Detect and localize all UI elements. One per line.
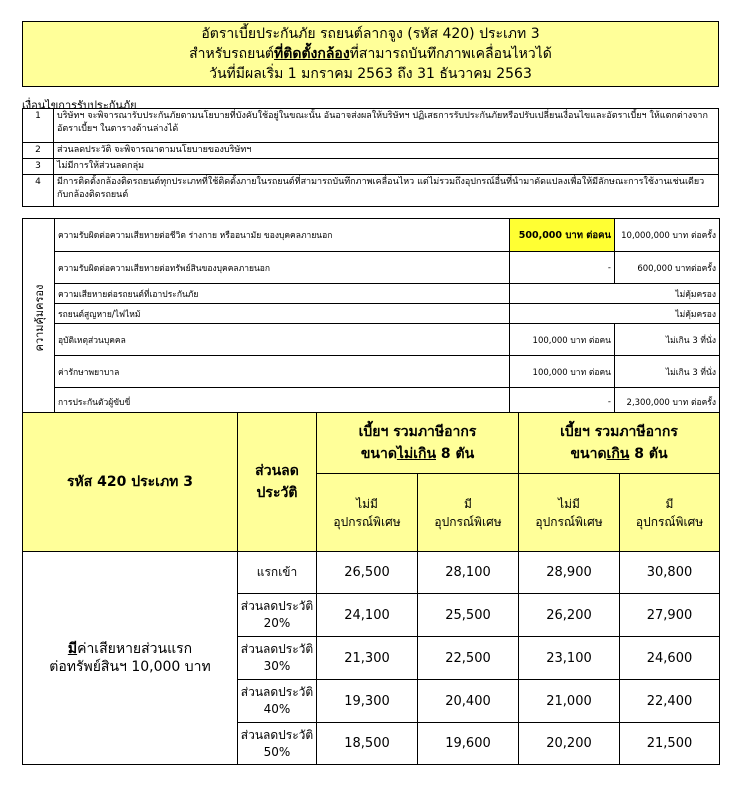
coverage-row [23,304,720,324]
discount-label: ส่วนลดประวัติ [240,685,314,699]
premium-value: 26,200 [519,594,620,637]
with-equipment-line2: อุปกรณ์พิเศษ [635,514,704,529]
group-over-8t [519,413,720,474]
coverage-value: 100,000 บาท ต่อคน [510,324,615,356]
premium-value: 28,900 [519,552,620,594]
deductible-emphasis: มี [67,641,78,657]
premium-value: 24,600 [620,637,720,680]
discount-percent: 20% [263,616,291,630]
conditions-table [22,108,719,207]
coverage-side-label [23,219,55,417]
premium-value: 27,900 [620,594,720,637]
coverage-label: ความเสียหายต่อรถยนต์ที่เอาประกันภัย [55,284,510,304]
group-under-8t [317,413,519,474]
no-equipment-line2: อุปกรณ์พิเศษ [333,514,401,529]
premium-code-label: รหัส 420 ประเภท 3 [66,474,194,490]
header-line-2 [189,44,552,64]
condition-row [23,143,719,159]
no-equipment-line1: ไม่มี [356,496,378,511]
subheader-no-equipment [519,474,620,552]
premium-header-row [23,413,720,474]
with-equipment-line1: มี [665,496,674,511]
premium-value: 26,500 [317,552,418,594]
coverage-value: - [510,388,615,417]
group-under-8t-line2 [317,443,518,465]
premium-value: 28,100 [418,552,519,594]
premium-value: 19,300 [317,680,418,723]
discount-label: ส่วนลดประวัติ [240,727,314,742]
premium-value: 18,500 [317,723,418,765]
group-over-8t-line2 [519,443,719,465]
discount-percent: 40% [263,702,291,716]
header-line-2-post: ที่สามารถบันทึกภาพเคลื่อนไหวได้ [349,46,552,62]
deductible-line1-rest: ค่าเสียหายส่วนแรก [77,641,193,657]
premium-row [23,552,720,594]
coverage-value: 10,000,000 บาท ต่อครั้ง [615,219,720,252]
premium-value: 22,500 [418,637,519,680]
coverage-row [23,324,720,356]
header-line-2-emphasis: ที่ติดตั้งกล้อง [274,46,350,62]
subheader-with-equipment [620,474,720,552]
coverage-table [22,218,720,417]
premium-value: 30,800 [620,552,720,594]
coverage-value: ไม่เกิน 3 ที่นั่ง [615,324,720,356]
discount-percent: 30% [263,659,291,673]
group-over-8t-line1: เบี้ยฯ รวมภาษีอากร [560,424,678,440]
discount-cell [238,552,317,594]
rate-header [22,21,719,87]
group-under-8t-post: 8 ตัน [436,446,475,462]
coverage-value: 2,300,000 บาท ต่อครั้ง [615,388,720,417]
no-equipment-line1: ไม่มี [558,496,580,511]
coverage-value: ไม่เกิน 3 ที่นั่ง [615,356,720,388]
coverage-row [23,219,720,252]
coverage-value: ไม่คุ้มครอง [510,304,720,324]
premium-value: 21,500 [620,723,720,765]
coverage-label: ค่ารักษาพยาบาล [55,356,510,388]
premium-table [22,412,720,765]
premium-value: 21,300 [317,637,418,680]
discount-label: แรกเข้า [256,565,298,579]
premium-value: 23,100 [519,637,620,680]
discount-cell [238,594,317,637]
discount-header-cell [238,413,317,552]
group-over-8t-post: 8 ตัน [629,446,668,462]
group-over-8t-emphasis: เกิน [606,446,630,462]
coverage-label: รถยนต์สูญหาย/ไฟไหม้ [55,304,510,324]
coverage-row [23,252,720,284]
header-line-2-pre: สำหรับรถยนต์ [189,46,275,62]
discount-percent: 50% [263,744,291,759]
condition-text: ไม่มีการให้ส่วนลดกลุ่ม [54,159,719,175]
group-under-8t-line1: เบี้ยฯ รวมภาษีอากร [358,424,477,440]
premium-value: 21,000 [519,680,620,723]
condition-text: มีการติดตั้งกล้องติดรถยนต์ทุกประเภทที่ใช้ติดตั้งภายในรถยนต์ที่สามารถบันทึกภาพเคลื่อนไหว แต่ไม่รวมถึงอุปกรณ์อื่นที่นำมาดัดแปลงเพื่อให้มีลักษณะการใช้งานเช่นเดียวกับกล้องติดรถยนต์ [54,175,719,207]
deductible-line2: ต่อทรัพย์สินฯ 10,000 บาท [49,659,211,675]
deductible-cell [23,552,238,765]
discount-label: ส่วนลดประวัติ [240,599,314,613]
premium-value: 19,600 [418,723,519,765]
premium-value: 24,100 [317,594,418,637]
header-line-1: อัตราเบี้ยประกันภัย รถยนต์ลากจูง (รหัส 420) ประเภท 3 [201,26,540,42]
discount-cell [238,723,317,765]
coverage-side-text: ความคุ้มครอง [32,284,46,351]
coverage-row [23,284,720,304]
condition-number: 3 [23,159,54,175]
coverage-label: ความรับผิดต่อความเสียหายต่อทรัพย์สินของบุคคลภายนอก [55,252,510,284]
coverage-label: อุบัติเหตุส่วนบุคคล [55,324,510,356]
condition-number: 2 [23,143,54,159]
group-under-8t-pre: ขนาด [360,446,397,462]
deductible-line1 [23,640,237,658]
coverage-value: ไม่คุ้มครอง [510,284,720,304]
premium-value: 22,400 [620,680,720,723]
premium-value: 20,400 [418,680,519,723]
discount-cell [238,680,317,723]
condition-text: ส่วนลดประวัติ จะพิจารณาตามนโยบายของบริษัทฯ [54,143,719,159]
condition-number: 1 [23,109,54,143]
coverage-row [23,356,720,388]
discount-header: ส่วนลด ประวัติ [255,463,299,501]
coverage-value: 600,000 บาทต่อครั้ง [615,252,720,284]
subheader-with-equipment [418,474,519,552]
condition-row [23,109,719,143]
condition-row [23,175,719,207]
coverage-value: 100,000 บาท ต่อคน [510,356,615,388]
discount-label: ส่วนลดประวัติ [240,642,314,656]
header-line-3: วันที่มีผลเริ่ม 1 มกราคม 2563 ถึง 31 ธันวาคม 2563 [209,66,532,82]
coverage-label: การประกันตัวผู้ขับขี่ [55,388,510,417]
coverage-value-highlight: 500,000 บาท ต่อคน [510,219,615,252]
subheader-no-equipment [317,474,418,552]
no-equipment-line2: อุปกรณ์พิเศษ [535,514,603,529]
discount-cell [238,637,317,680]
coverage-value: - [510,252,615,284]
group-under-8t-emphasis: ไม่เกิน [396,446,437,462]
premium-code-cell [23,413,238,552]
premium-value: 25,500 [418,594,519,637]
condition-number: 4 [23,175,54,207]
coverage-label: ความรับผิดต่อความเสียหายต่อชีวิต ร่างกาย หรืออนามัย ของบุคคลภายนอก [55,219,510,252]
group-over-8t-pre: ขนาด [570,446,607,462]
premium-value: 20,200 [519,723,620,765]
with-equipment-line2: อุปกรณ์พิเศษ [434,514,502,529]
with-equipment-line1: มี [464,496,472,511]
conditions-title: เงื่อนไขการรับประกันภัย [22,99,137,112]
condition-row [23,159,719,175]
condition-text: บริษัทฯ จะพิจารณารับประกันภัยตามนโยบายที่บังคับใช้อยู่ในขณะนั้น อันอาจส่งผลให้บริษัทฯ ปฏิเสธการรับประกันภัยหรือปรับเปลี่ยนเงื่อนไขและอัตราเบี้ยฯ ให้แตกต่างจากอัตราเบี้ยฯ ในตารางด้านล่างได้ [54,109,719,143]
